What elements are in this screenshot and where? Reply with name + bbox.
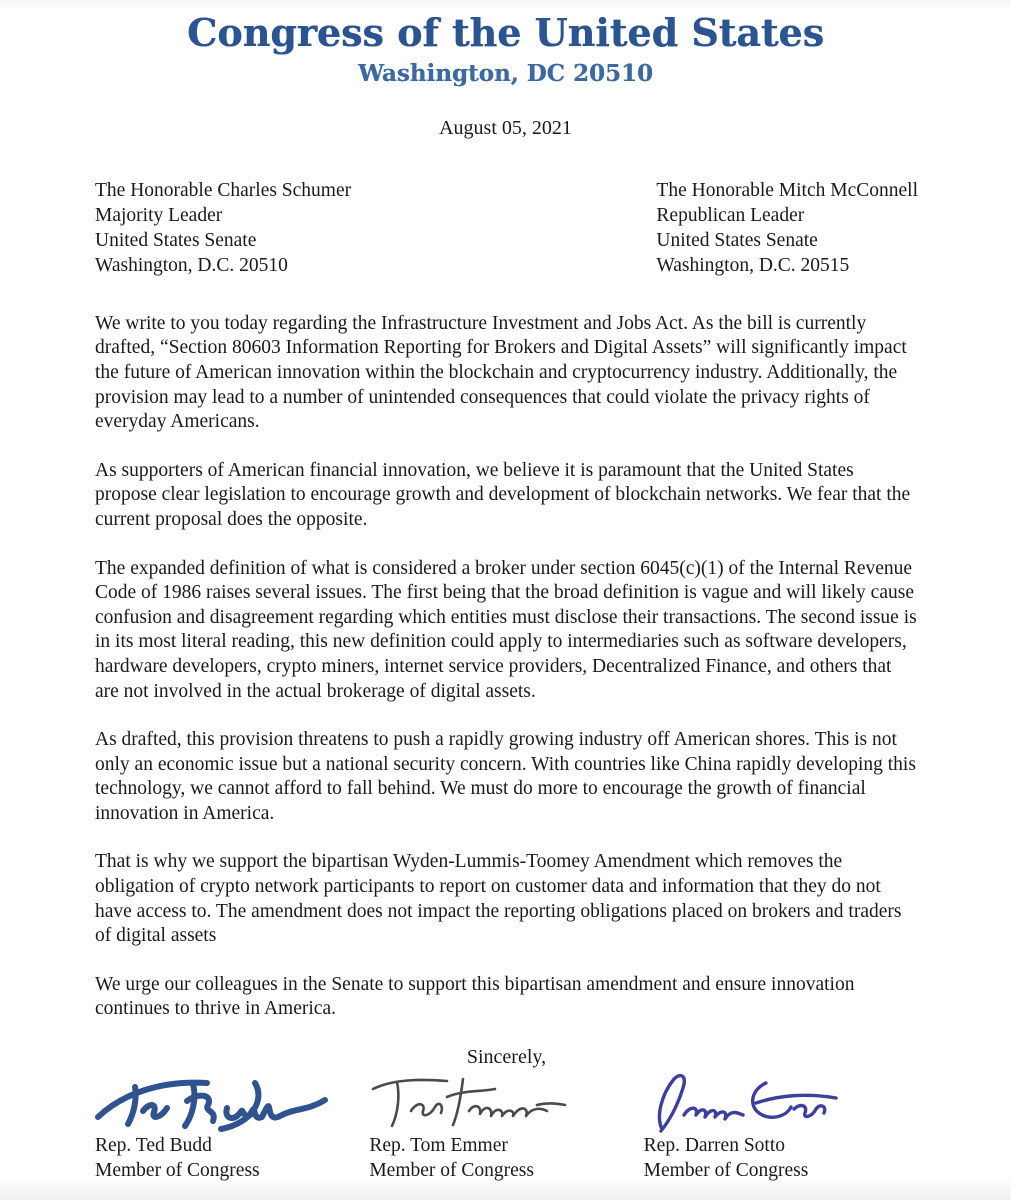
letterhead-subtitle: Washington, DC 20510: [358, 59, 653, 87]
recipient-org: United States Senate: [95, 229, 257, 251]
recipient-block-left: [95, 178, 351, 278]
recipient-org: United States Senate: [656, 229, 818, 251]
signatory-name: Rep. Ted Budd: [95, 1135, 212, 1157]
recipient-role: Republican Leader: [656, 204, 805, 226]
tom-emmer-signature-image: [369, 1071, 643, 1133]
signatory-title: Member of Congress: [643, 1160, 809, 1182]
date: August 05, 2021: [439, 116, 572, 139]
signatory-title: Member of Congress: [369, 1160, 534, 1182]
paragraph: We urge our colleagues in the Senate to support this bipartisan amendment and ensure innovation continues to thrive in America.: [95, 973, 855, 1020]
recipient-name: The Honorable Mitch McConnell: [656, 179, 918, 201]
letterhead-title: Congress of the United States: [187, 10, 824, 55]
paragraph: That is why we support the bipartisan Wyden-Lummis-Toomey Amendment which removes the obligation of crypto network participants to report on customer data and information that they do not have access to. The amendment does not impact the reporting obligations placed on brokers and traders of digital assets: [95, 851, 902, 947]
recipient-block-right: [656, 178, 918, 278]
signatory-title: Member of Congress: [95, 1160, 260, 1182]
paragraph: As supporters of American financial innovation, we believe it is paramount that the United States propose clear legislation to encourage growth and development of blockchain networks. We fear that the current proposal does the opposite.: [95, 459, 911, 530]
letterhead: [0, 0, 1011, 87]
darren-sotto-signature-image: [644, 1071, 918, 1133]
paragraph: As drafted, this provision threatens to push a rapidly growing industry off American shores. This is not only an economic issue but a national security concern. With countries like China rapidly developing this technology, we cannot afford to fall behind. We must do more to encourage the growth of financial innovation in America.: [95, 729, 916, 824]
signatory-ted-budd: [95, 1071, 369, 1183]
paragraph: The expanded definition of what is considered a broker under section 6045(c)(1) of the Internal Revenue Code of 1986 raises several issues. The first being that the broad definition is vague and will likely cause confusion and disagreement regarding which entities must disclose their transactions. The second issue is in its most literal reading, this new definition could apply to intermediaries such as software developers, hardware developers, crypto miners, internet service providers, Decentralized Finance, and others that are not involved in the actual brokerage of digital assets.: [95, 557, 917, 702]
ted-budd-signature-image: [95, 1071, 369, 1133]
recipient-name: The Honorable Charles Schumer: [95, 179, 352, 201]
closing: Sincerely,: [466, 1046, 547, 1069]
signatory-name: Rep. Tom Emmer: [369, 1135, 508, 1157]
signature-row: [95, 1071, 918, 1183]
signatory-name: Rep. Darren Sotto: [643, 1135, 786, 1157]
signatory-darren-sotto: [644, 1071, 918, 1183]
paragraph: We write to you today regarding the Infrastructure Investment and Jobs Act. As the bill is currently drafted, “Section 80603 Information Reporting for Brokers and Digital Assets” will significantly impact the future of American innovation within the blockchain and cryptocurrency industry. Additionally, the provision may lead to a number of unintended consequences that could violate the privacy rights of everyday Americans.: [95, 312, 907, 433]
recipient-address: Washington, D.C. 20510: [95, 254, 288, 276]
recipient-address: Washington, D.C. 20515: [656, 254, 850, 276]
recipient-role: Majority Leader: [95, 204, 223, 226]
letter-paragraphs: [95, 312, 918, 1022]
signatory-tom-emmer: [369, 1071, 643, 1183]
letter-body-column: [95, 178, 918, 1183]
recipient-blocks: [95, 178, 918, 278]
